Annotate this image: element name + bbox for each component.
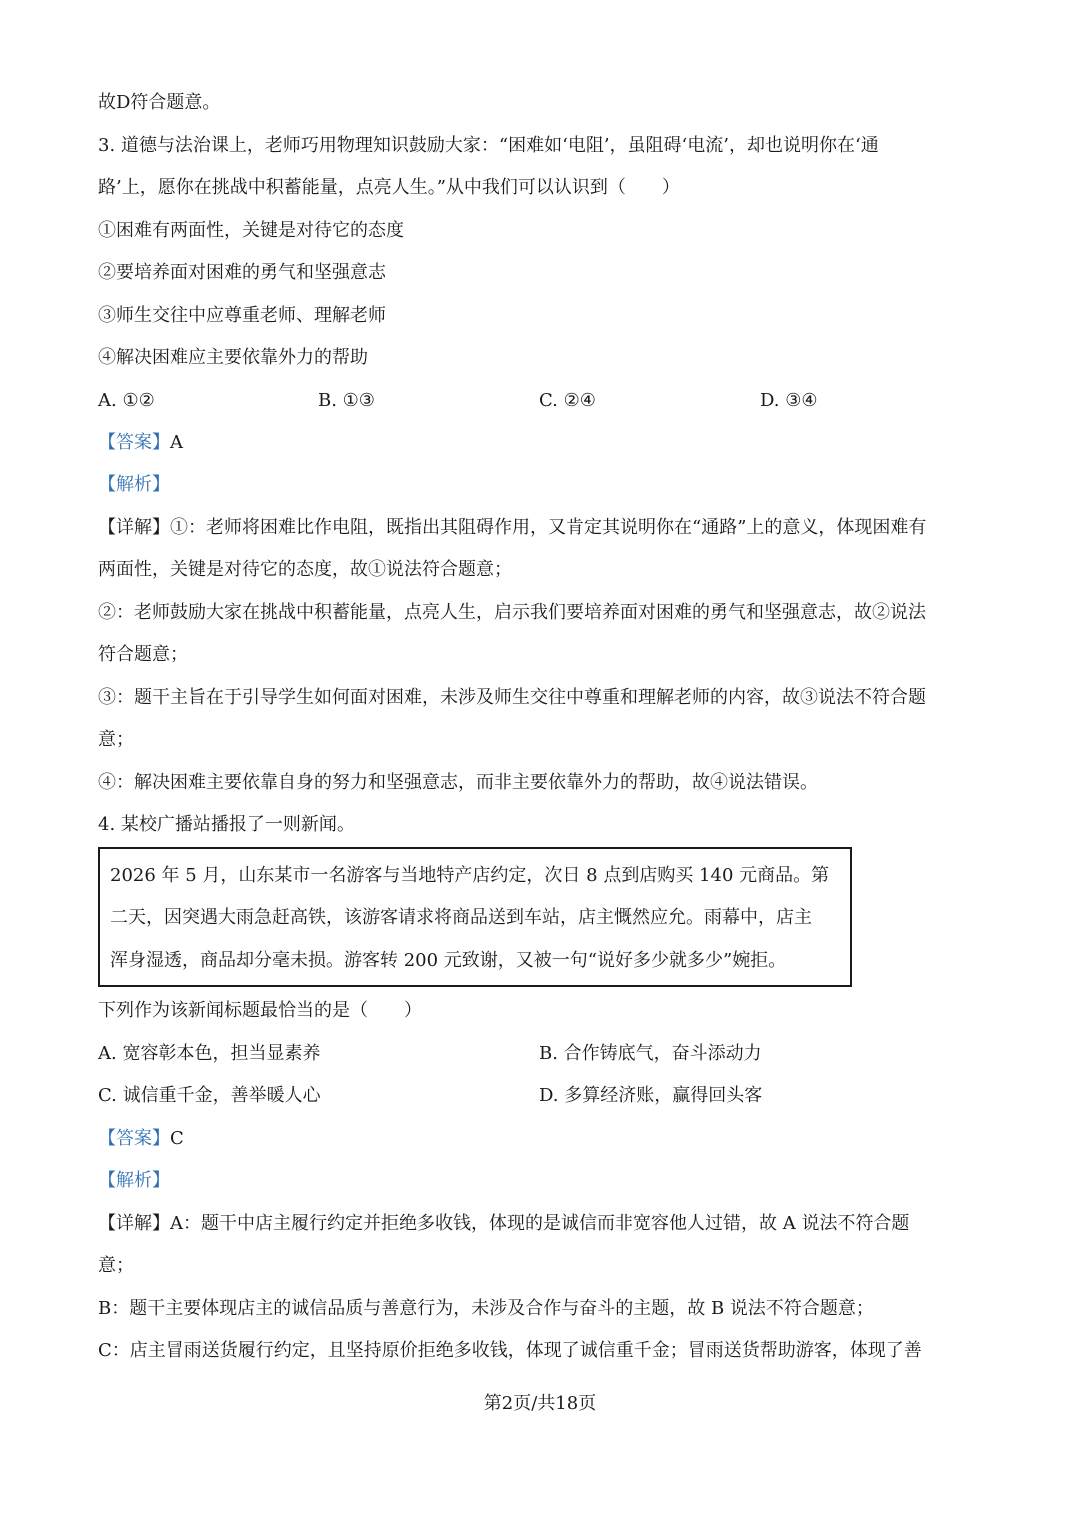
q3-option-d: D. ③④ [760,390,818,411]
news-line-1: 2026 年 5 月，山东某市一名游客与当地特产店约定，次日 8 点到店购买 140 元商品。第 [110,865,830,886]
statement-2: ②要培养面对困难的勇气和坚强意志 [98,262,386,283]
detail-text: A：题干中店主履行约定并拒绝多收钱，体现的是诚信而非宽容他人过错，故 A 说法不符合题 [170,1213,910,1234]
q4-answer [98,1127,184,1151]
analysis-tag: 【解析】 [98,1170,170,1191]
q4-detail-line-3: B：题干主要体现店主的诚信品质与善意行为，未涉及合作与奋斗的主题，故 B 说法不符合题意； [98,1298,874,1319]
text-line: 故D符合题意。 [98,92,221,113]
page-number: 第2页/共18页 [483,1393,597,1414]
q3-detail-line-3: ②：老师鼓励大家在挑战中积蓄能量，点亮人生，启示我们要培养面对困难的勇气和坚强意志，故②说法 [98,602,926,623]
news-line-2: 二天，因突遇大雨急赶高铁，该游客请求将商品送到车站，店主慨然应允。雨幕中，店主 [110,907,812,928]
q3-detail-line-1 [98,516,926,540]
q4-detail-line-1 [98,1212,909,1236]
q3-analysis [98,473,170,497]
q3-detail-line-7: ④：解决困难主要依靠自身的努力和坚强意志，而非主要依靠外力的帮助，故④说法错误。 [98,772,818,793]
q4-option-d: D. 多算经济账，赢得回头客 [539,1085,763,1106]
q3-detail-line-5: ③：题干主旨在于引导学生如何面对困难，未涉及师生交往中尊重和理解老师的内容，故③说法不符合题 [98,687,926,708]
question-4-prompt: 下列作为该新闻标题最恰当的是（ ） [98,1000,422,1021]
q4-option-b: B. 合作铸底气，奋斗添动力 [539,1043,762,1064]
q4-detail-line-4: C：店主冒雨送货履行约定，且坚持原价拒绝多收钱，体现了诚信重千金；冒雨送货帮助游客，体现了善 [98,1340,922,1361]
q4-option-a: A. 宽容彰本色，担当显素养 [98,1043,321,1064]
question-3-stem: 3. 道德与法治课上，老师巧用物理知识鼓励大家：“困难如‘电阻’，虽阻碍‘电流’，却也说明你在‘通 [98,135,879,156]
statement-4: ④解决困难应主要依靠外力的帮助 [98,347,368,368]
q3-answer [98,431,183,455]
q3-option-b: B. ①③ [318,390,375,411]
q3-option-c: C. ②④ [539,390,596,411]
detail-tag: 【详解】 [98,1213,170,1234]
answer-value: C [170,1128,184,1149]
answer-tag: 【答案】 [98,432,170,453]
statement-1: ①困难有两面性，关键是对待它的态度 [98,220,404,241]
answer-value: A [170,432,183,453]
q3-detail-line-6: 意； [98,729,134,750]
news-line-3: 浑身湿透，商品却分毫未损。游客转 200 元致谢，又被一句“说好多少就多少”婉拒。 [110,950,787,971]
detail-tag: 【详解】 [98,517,170,538]
answer-tag: 【答案】 [98,1128,170,1149]
statement-3: ③师生交往中应尊重老师、理解老师 [98,305,386,326]
detail-text: ①：老师将困难比作电阻，既指出其阻碍作用，又肯定其说明你在“通路”上的意义，体现困难有 [170,517,927,538]
q4-option-c: C. 诚信重千金，善举暖人心 [98,1085,321,1106]
news-box [98,847,852,987]
q4-detail-line-2: 意； [98,1255,134,1276]
q3-detail-line-4: 符合题意； [98,644,188,665]
question-3-stem-cont: 路’上，愿你在挑战中积蓄能量，点亮人生。”从中我们可以认识到（ ） [98,177,680,198]
q3-detail-line-2: 两面性，关键是对待它的态度，故①说法符合题意； [98,559,512,580]
analysis-tag: 【解析】 [98,474,170,495]
q4-analysis [98,1169,170,1193]
q3-option-a: A. ①② [98,390,155,411]
question-4-stem: 4. 某校广播站播报了一则新闻。 [98,814,355,835]
